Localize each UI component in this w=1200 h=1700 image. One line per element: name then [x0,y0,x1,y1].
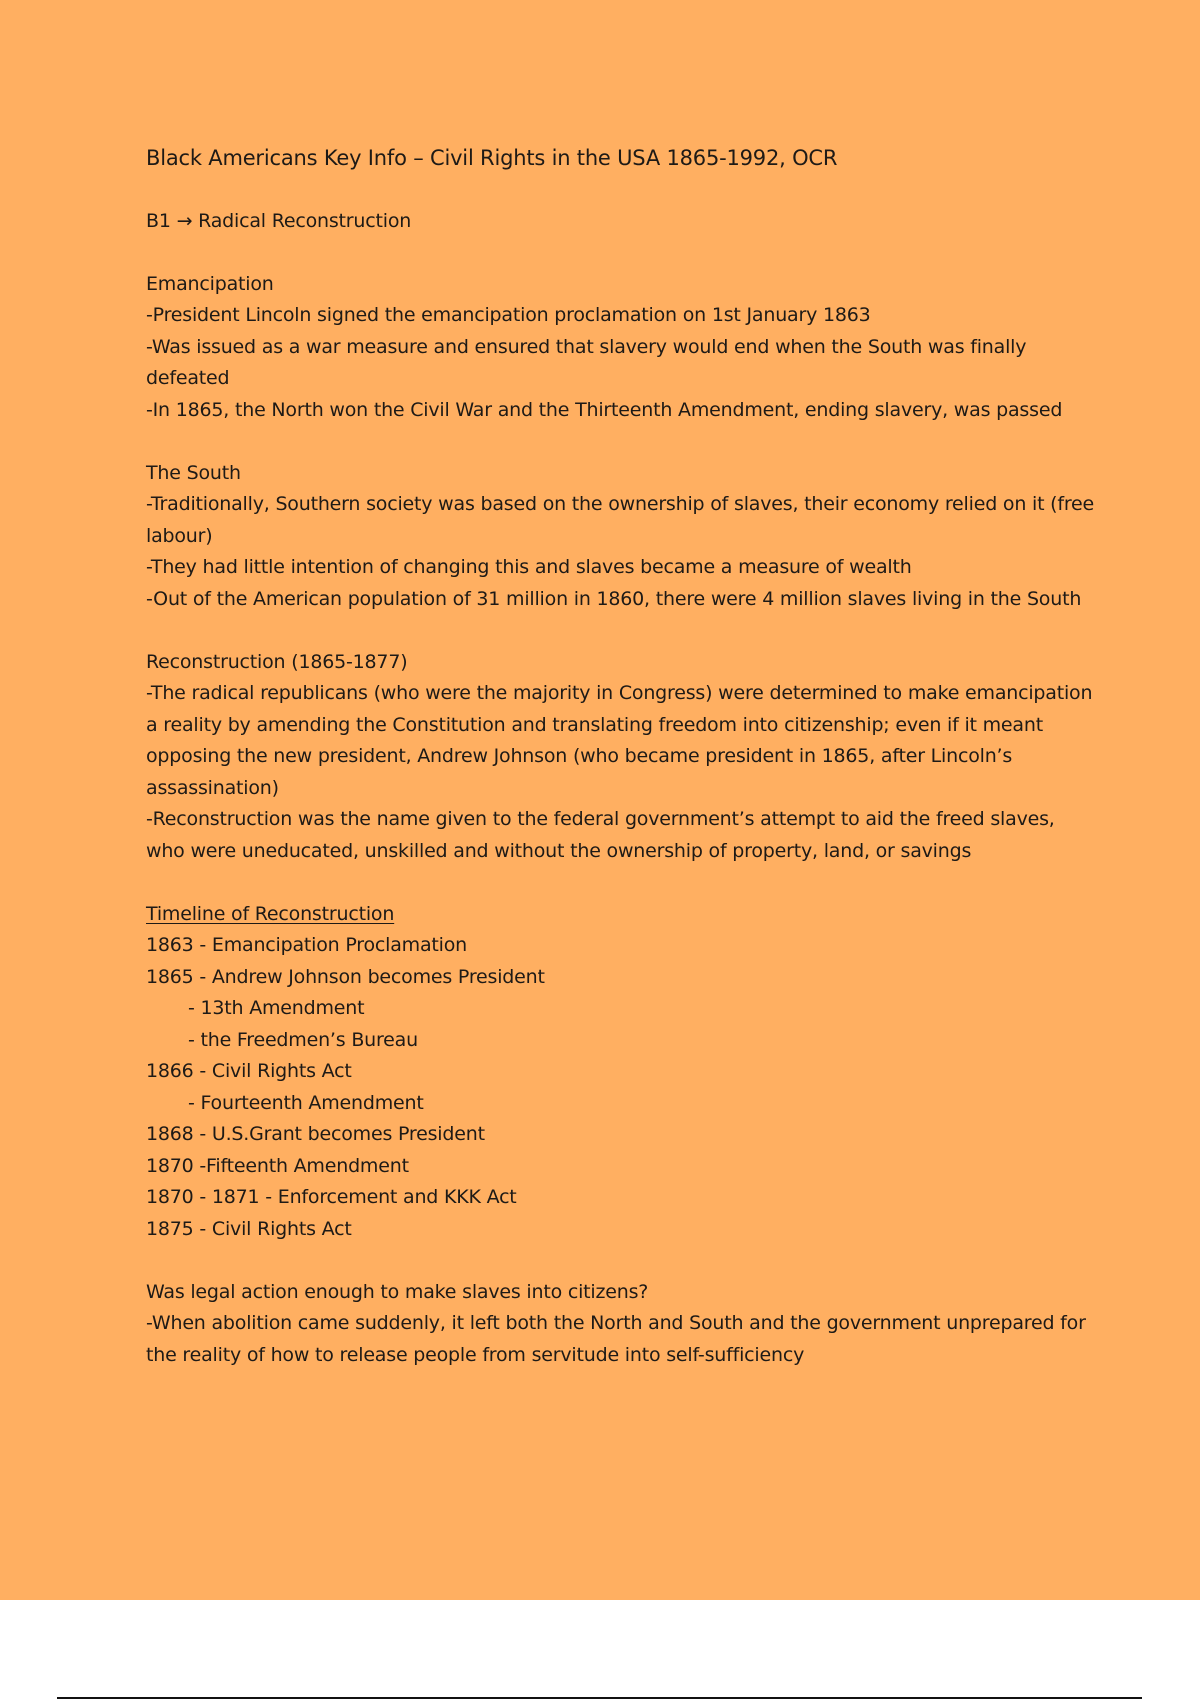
timeline-entry: 1868 - U.S.Grant becomes President [146,1123,485,1145]
reconstruction-point: -The radical republicans (who were the majority in Congress) were determined to make emancipation a reality by amending the Constitution and translating freedom into citizenship; even if it meant opposing the new president, Andrew Johnson (who became president in 1865, after Lincoln’s assassination) [146,682,1093,799]
reconstruction-heading: Reconstruction (1865-1877) [146,650,408,673]
spacer [146,867,1096,899]
emancipation-section [146,269,1096,427]
emancipation-point: -President Lincoln signed the emancipation proclamation on 1st January 1863 [146,304,871,326]
legal-action-heading: Was legal action enough to make slaves into citizens? [146,1280,649,1303]
the-south-point: -Traditionally, Southern society was based on the ownership of slaves, their economy relied on it (free labour) [146,493,1095,547]
timeline-entry: - the Freedmen’s Bureau [188,1028,418,1051]
emancipation-point: -Was issued as a war measure and ensured that slavery would end when the South was finally defeated [146,335,1027,389]
spacer [146,426,1096,458]
timeline-entry: 1870 -Fifteenth Amendment [146,1154,409,1177]
the-south-heading: The South [146,461,241,484]
timeline-heading: Timeline of Reconstruction [146,902,395,925]
timeline-entry: 1875 - Civil Rights Act [146,1217,352,1240]
spacer [146,174,1096,206]
section-heading: B1 → Radical Reconstruction [146,209,412,232]
legal-action-point: -When abolition came suddenly, it left both the North and South and the government unprepared for the reality of how to release people from servitude into self-sufficiency [146,1312,1086,1366]
reconstruction-point: -Reconstruction was the name given to the federal government’s attempt to aid the freed slaves, who were uneducated, unskilled and without the ownership of property, land, or savings [146,808,1055,862]
spacer [146,1245,1096,1277]
spacer [146,237,1096,269]
footer-divider [57,1697,1142,1699]
timeline-entry: 1866 - Civil Rights Act [146,1060,352,1082]
reconstruction-section [146,647,1096,868]
timeline-entry: 1863 - Emancipation Proclamation [146,934,468,956]
emancipation-point: -In 1865, the North won the Civil War and the Thirteenth Amendment, ending slavery, was passed [146,398,1063,421]
the-south-section [146,458,1096,616]
document-title: Black Americans Key Info – Civil Rights in the USA 1865-1992, OCR [146,146,838,170]
legal-action-section [146,1277,1096,1372]
the-south-point: -They had little intention of changing this and slaves became a measure of wealth [146,556,912,578]
timeline-entry: - Fourteenth Amendment [188,1091,424,1114]
emancipation-heading: Emancipation [146,272,274,295]
the-south-point: -Out of the American population of 31 million in 1860, there were 4 million slaves living in the South [146,587,1082,610]
timeline-entry: 1865 - Andrew Johnson becomes President [146,965,545,988]
timeline-entry: 1870 - 1871 - Enforcement and KKK Act [146,1186,517,1208]
spacer [146,615,1096,647]
document-body [146,142,1096,1371]
timeline-entry: - 13th Amendment [188,997,365,1019]
timeline-section [146,899,1096,1246]
